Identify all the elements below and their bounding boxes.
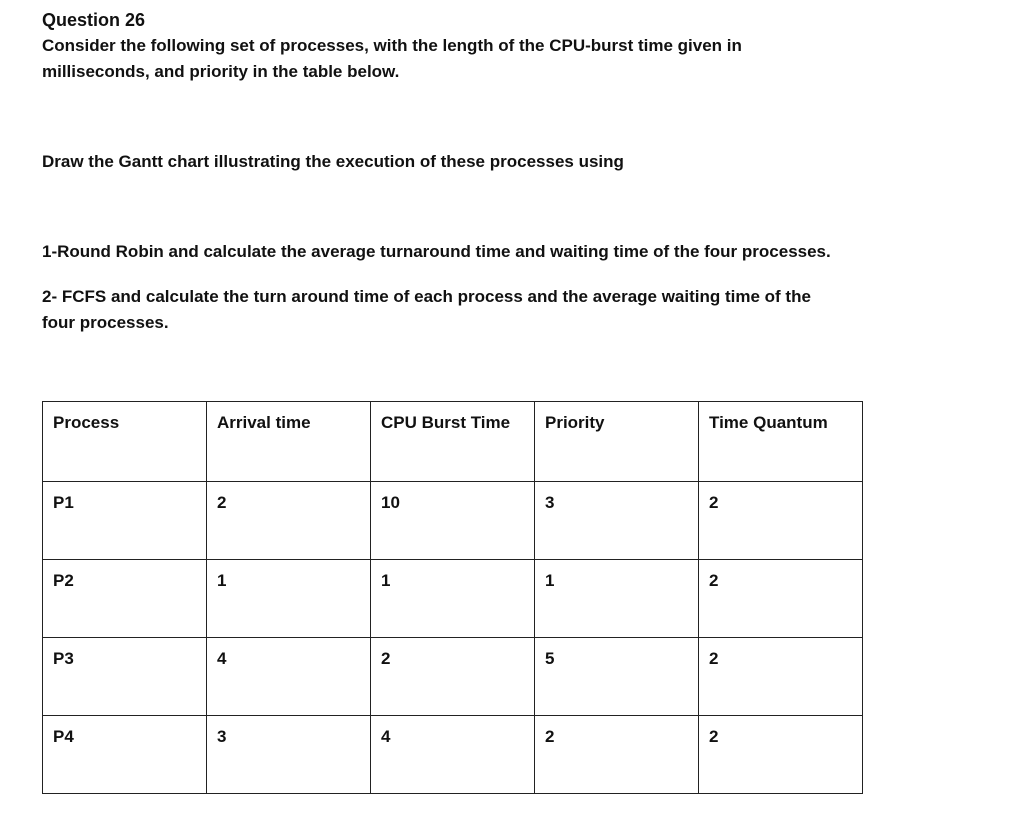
table-row xyxy=(43,482,863,560)
cell-priority: 3 xyxy=(535,482,699,560)
cell-cpu-burst-time: 1 xyxy=(371,560,535,638)
task-fcfs-line-1: 2- FCFS and calculate the turn around time of each process and the average waiting time of the xyxy=(42,287,811,306)
cell-arrival-time: 1 xyxy=(207,560,371,638)
cell-time-quantum: 2 xyxy=(699,560,863,638)
task-round-robin: 1-Round Robin and calculate the average turnaround time and waiting time of the four processes. xyxy=(42,242,831,261)
cell-arrival-time: 2 xyxy=(207,482,371,560)
cell-cpu-burst-time: 10 xyxy=(371,482,535,560)
task-fcfs xyxy=(42,284,811,336)
cell-arrival-time: 3 xyxy=(207,716,371,794)
header-cpu-burst-time: CPU Burst Time xyxy=(371,402,535,482)
cell-priority: 2 xyxy=(535,716,699,794)
cell-time-quantum: 2 xyxy=(699,716,863,794)
cell-arrival-time: 4 xyxy=(207,638,371,716)
header-arrival-time: Arrival time xyxy=(207,402,371,482)
question-intro-line-1: Consider the following set of processes, with the length of the CPU-burst time given in xyxy=(42,36,742,55)
table-header-row xyxy=(43,402,863,482)
process-table xyxy=(42,401,863,794)
question-intro-line-2: milliseconds, and priority in the table below. xyxy=(42,62,400,81)
cell-time-quantum: 2 xyxy=(699,638,863,716)
header-process: Process xyxy=(43,402,207,482)
cell-process: P2 xyxy=(43,560,207,638)
cell-process: P1 xyxy=(43,482,207,560)
header-time-quantum: Time Quantum xyxy=(699,402,863,482)
cell-cpu-burst-time: 4 xyxy=(371,716,535,794)
draw-instruction: Draw the Gantt chart illustrating the execution of these processes using xyxy=(42,152,624,171)
cell-time-quantum: 2 xyxy=(699,482,863,560)
table-row xyxy=(43,560,863,638)
question-title: Question 26 xyxy=(42,10,146,30)
header-priority: Priority xyxy=(535,402,699,482)
question-intro xyxy=(42,33,742,85)
cell-process: P3 xyxy=(43,638,207,716)
cell-process: P4 xyxy=(43,716,207,794)
task-fcfs-line-2: four processes. xyxy=(42,313,169,332)
cell-priority: 1 xyxy=(535,560,699,638)
cell-cpu-burst-time: 2 xyxy=(371,638,535,716)
table-row xyxy=(43,716,863,794)
cell-priority: 5 xyxy=(535,638,699,716)
table-row xyxy=(43,638,863,716)
